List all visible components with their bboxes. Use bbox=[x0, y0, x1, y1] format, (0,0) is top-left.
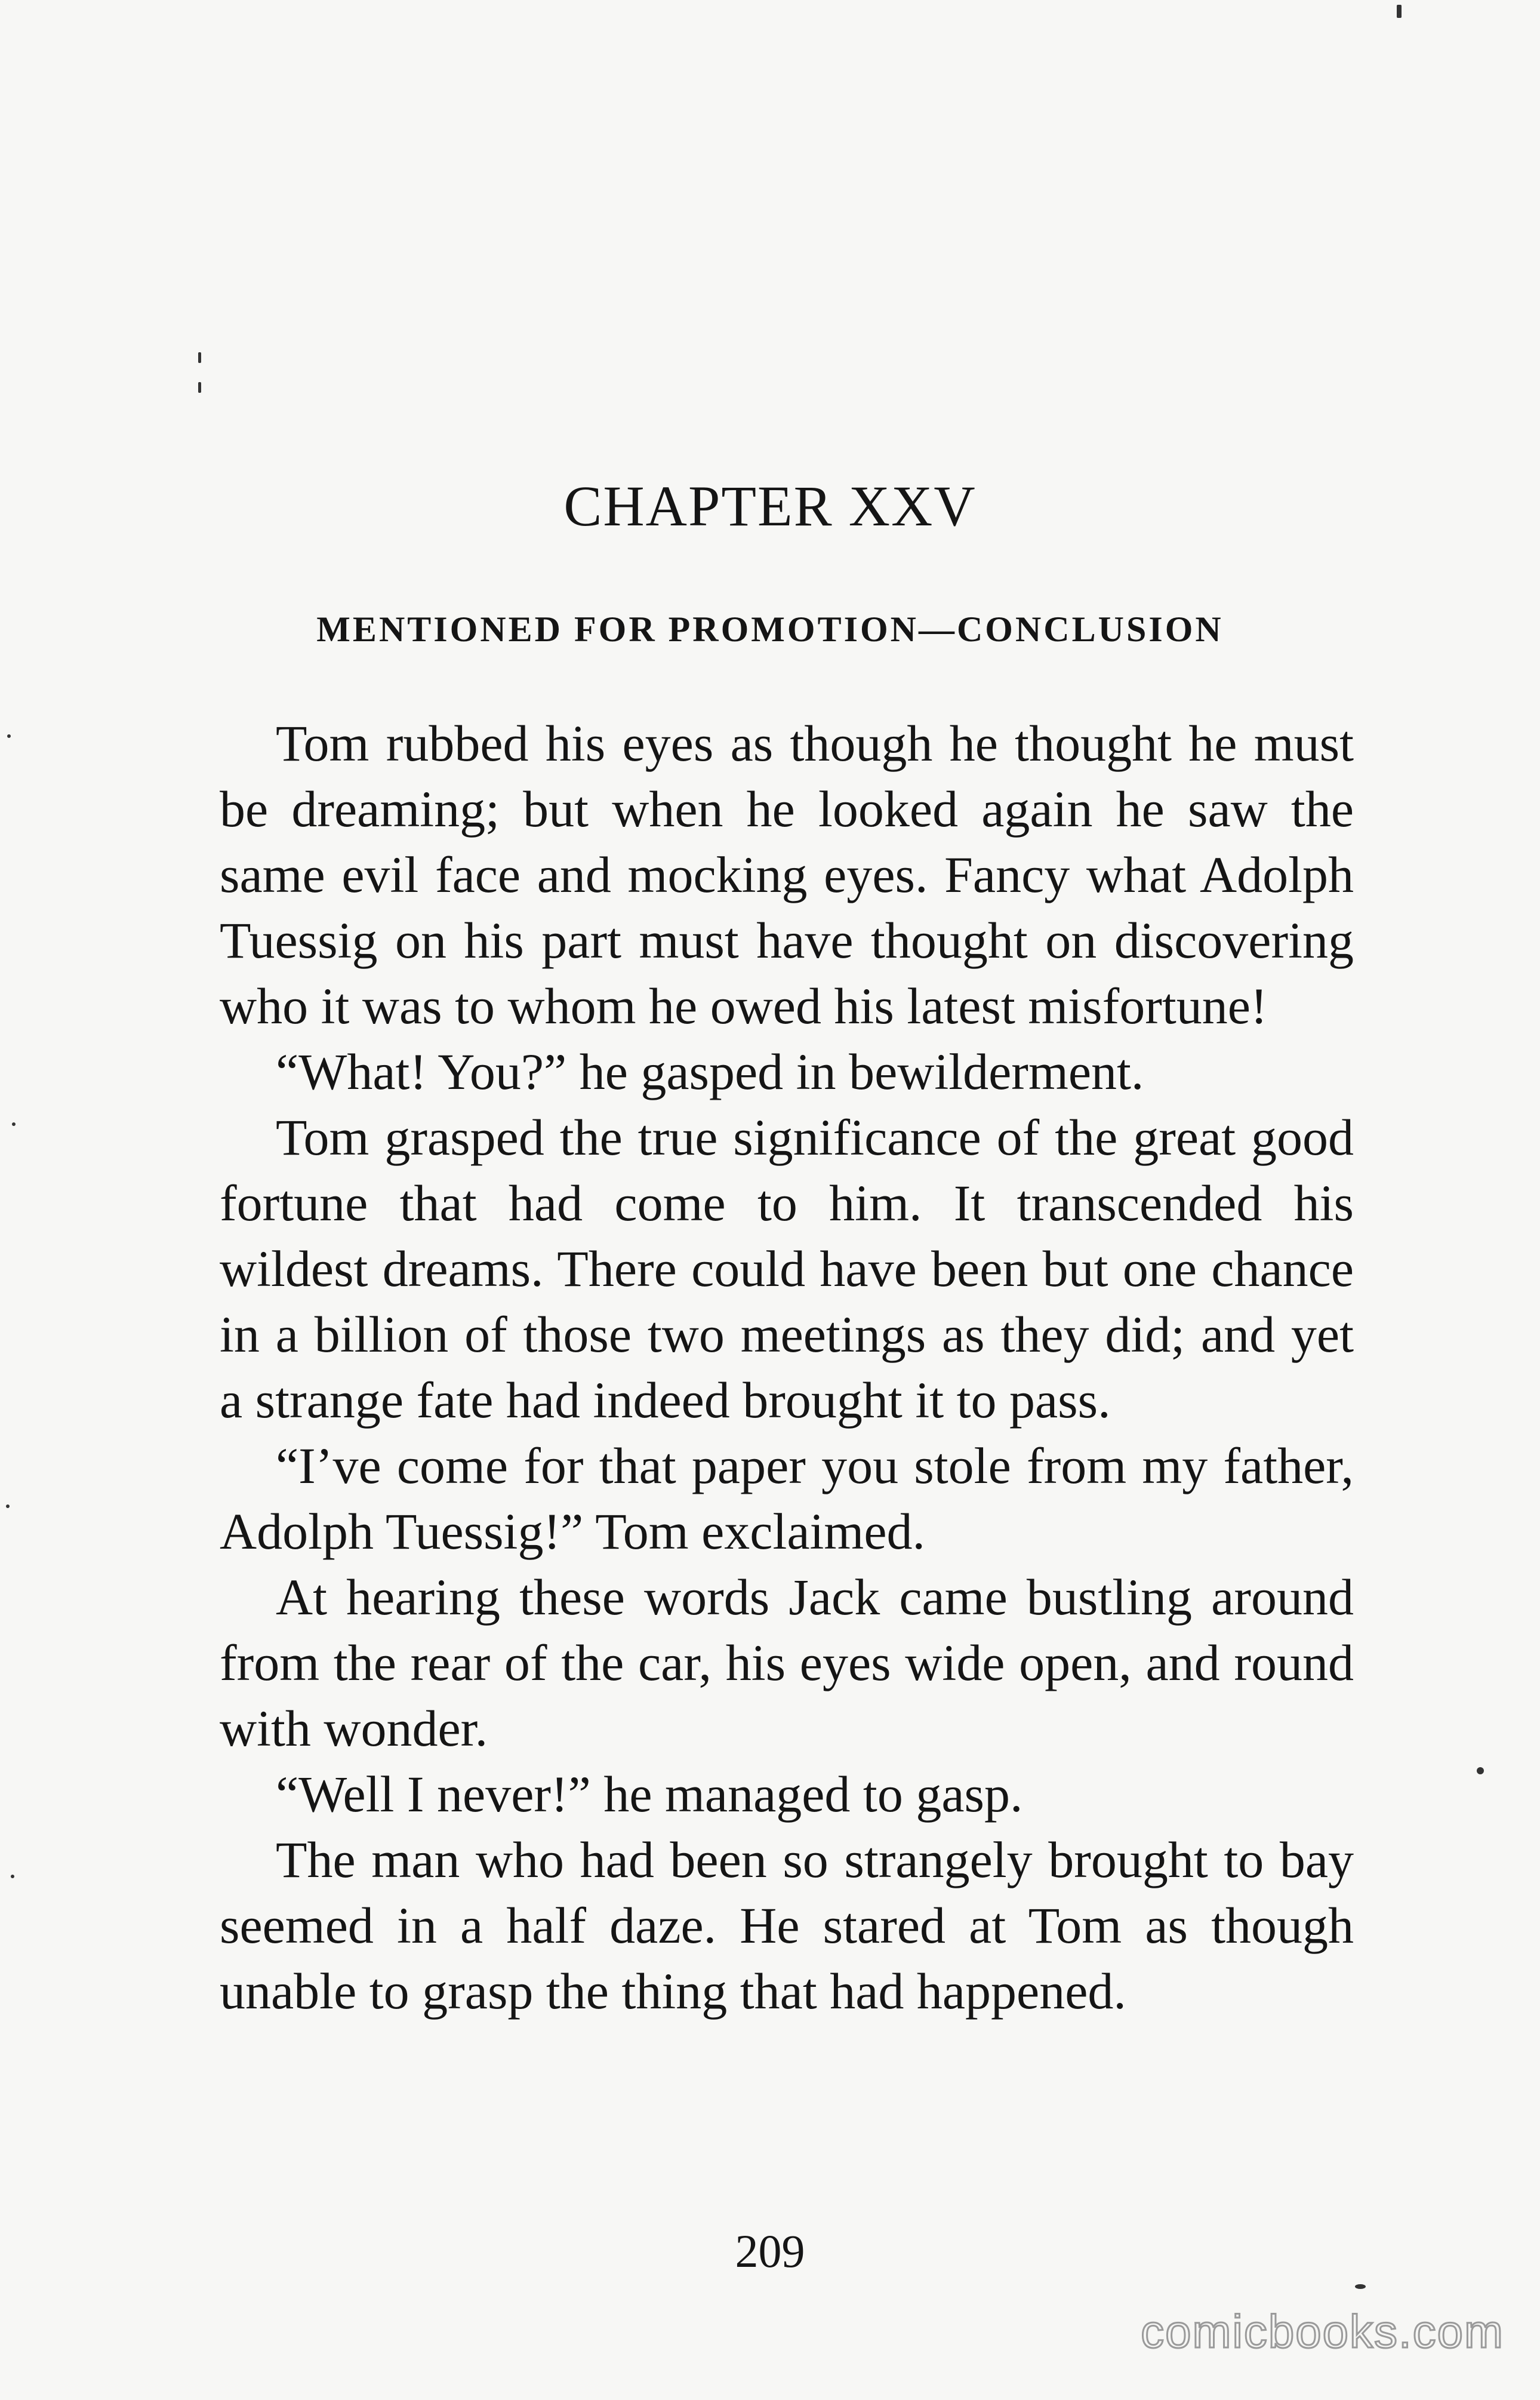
scan-speck bbox=[198, 382, 201, 393]
scan-speck bbox=[11, 1875, 14, 1878]
scan-speck bbox=[6, 1504, 10, 1508]
paragraph: “Well I never!” he managed to gasp. bbox=[276, 1765, 1023, 1823]
chapter-subtitle: MENTIONED FOR PROMOTION—CONCLUSION bbox=[316, 610, 1224, 649]
paragraph: “I’ve come for that paper you stole from my father, Adolph Tuessig!” Tom exclaimed. bbox=[220, 1437, 1354, 1560]
watermark: comicbooks.com bbox=[1141, 2305, 1504, 2358]
paragraph: Tom grasped the true significance of the great good fortune that had come to him. It transcended his wildest dreams. There could have been but one chance in a billion of those two meetings as they did; and yet a strange fate had indeed brought it to pass. bbox=[220, 1109, 1354, 1429]
scan-speck bbox=[1477, 1767, 1484, 1774]
scan-speck bbox=[7, 734, 11, 738]
scan-speck bbox=[1355, 2284, 1366, 2289]
paragraph: At hearing these words Jack came bustling around from the rear of the car, his eyes wide open, and round with wonder. bbox=[220, 1568, 1354, 1757]
body-text bbox=[220, 710, 1354, 2024]
page-number: 209 bbox=[735, 2225, 805, 2277]
paragraph: The man who had been so strangely brought to bay seemed in a half daze. He stared at Tom as though unable to grasp the thing that had happened. bbox=[220, 1831, 1354, 2020]
chapter-title: CHAPTER XXV bbox=[563, 474, 977, 538]
scan-speck bbox=[12, 1122, 16, 1126]
paragraph: Tom rubbed his eyes as though he thought he must be dreaming; but when he looked again he saw the same evil face and mocking eyes. Fancy what Adolph Tuessig on his part must have thought on discovering who it was to whom he owed his latest misfortune! bbox=[220, 715, 1354, 1035]
paragraph: “What! You?” he gasped in bewilderment. bbox=[276, 1043, 1144, 1100]
scan-speck bbox=[1397, 5, 1402, 18]
scan-speck bbox=[198, 352, 201, 363]
